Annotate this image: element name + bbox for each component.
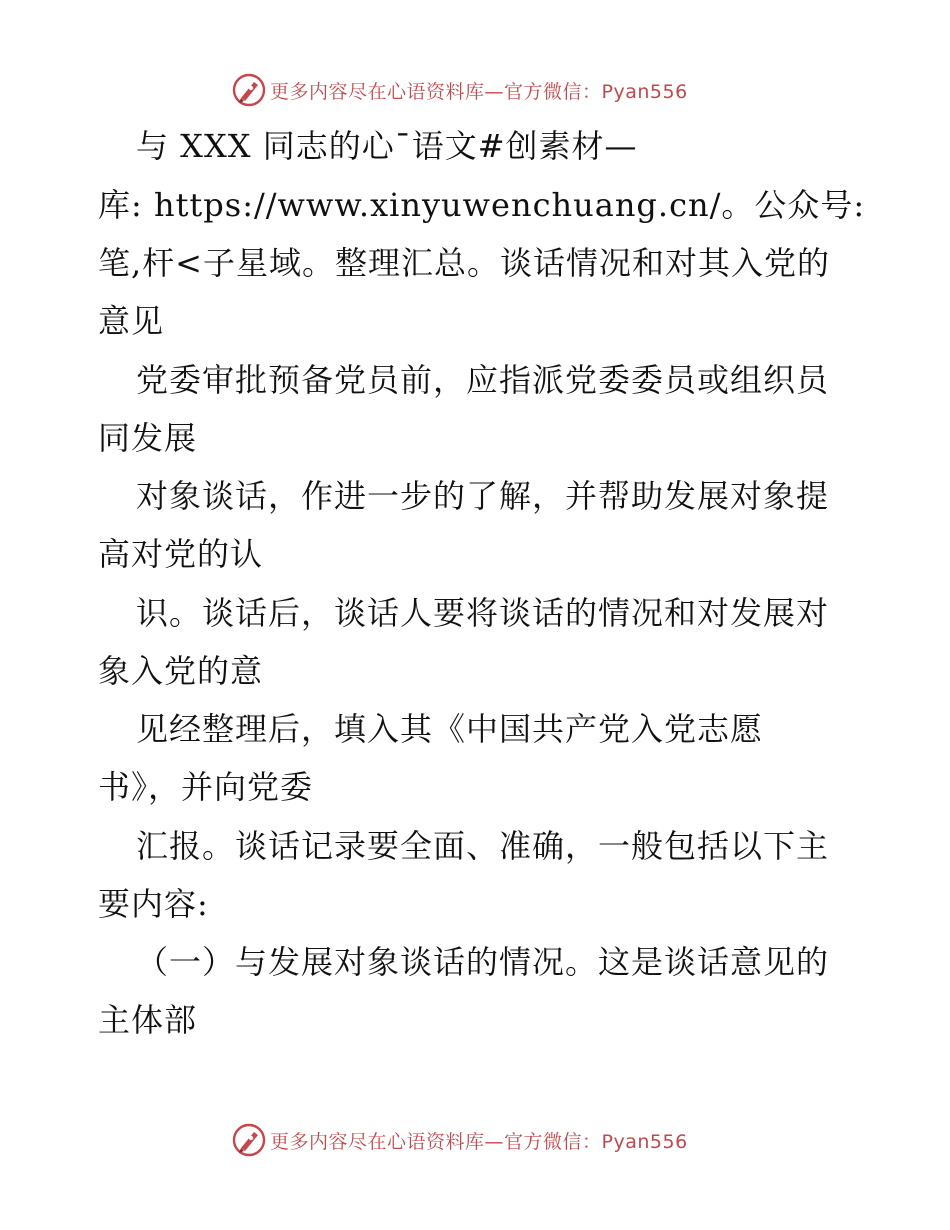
pen-logo-icon <box>232 1123 266 1157</box>
body-line: （一）与发展对象谈话的情况。这是谈话意见的 <box>136 943 830 981</box>
body-line: 与 XXX 同志的心¯语文#创素材— <box>136 127 638 165</box>
body-line: 识。谈话后，谈话人要将谈话的情况和对发展对 <box>136 594 830 632</box>
body-line: 象入党的意 <box>98 652 264 690</box>
watermark-text: 更多内容尽在心语资料库—官方微信：Pyan556 <box>270 80 688 103</box>
body-line: 书》，并向党委 <box>98 768 314 806</box>
body-line: 意见 <box>98 302 165 340</box>
body-line: 同发展 <box>98 419 198 457</box>
body-line: 要内容: <box>98 885 209 923</box>
body-line: 笔,杆<子星域。整理汇总。谈话情况和对其入党的 <box>98 244 830 282</box>
pen-logo-icon <box>232 73 266 107</box>
body-line: 党委审批预备党员前，应指派党委委员或组织员 <box>136 361 830 399</box>
body-line: 汇报。谈话记录要全面、准确，一般包括以下主 <box>136 827 830 865</box>
body-line: 库: https://www.xinyuwenchuang.cn/。公众号: <box>98 186 866 224</box>
watermark-text: 更多内容尽在心语资料库—官方微信：Pyan556 <box>270 1130 688 1153</box>
footer-watermark <box>232 1122 688 1158</box>
body-line: 主体部 <box>98 1001 198 1039</box>
body-line: 见经整理后，填入其《中国共产党入党志愿 <box>136 710 764 748</box>
body-line: 对象谈话，作进一步的了解，并帮助发展对象提 <box>136 477 830 515</box>
header-watermark <box>232 72 688 108</box>
body-line: 高对党的认 <box>98 535 264 573</box>
